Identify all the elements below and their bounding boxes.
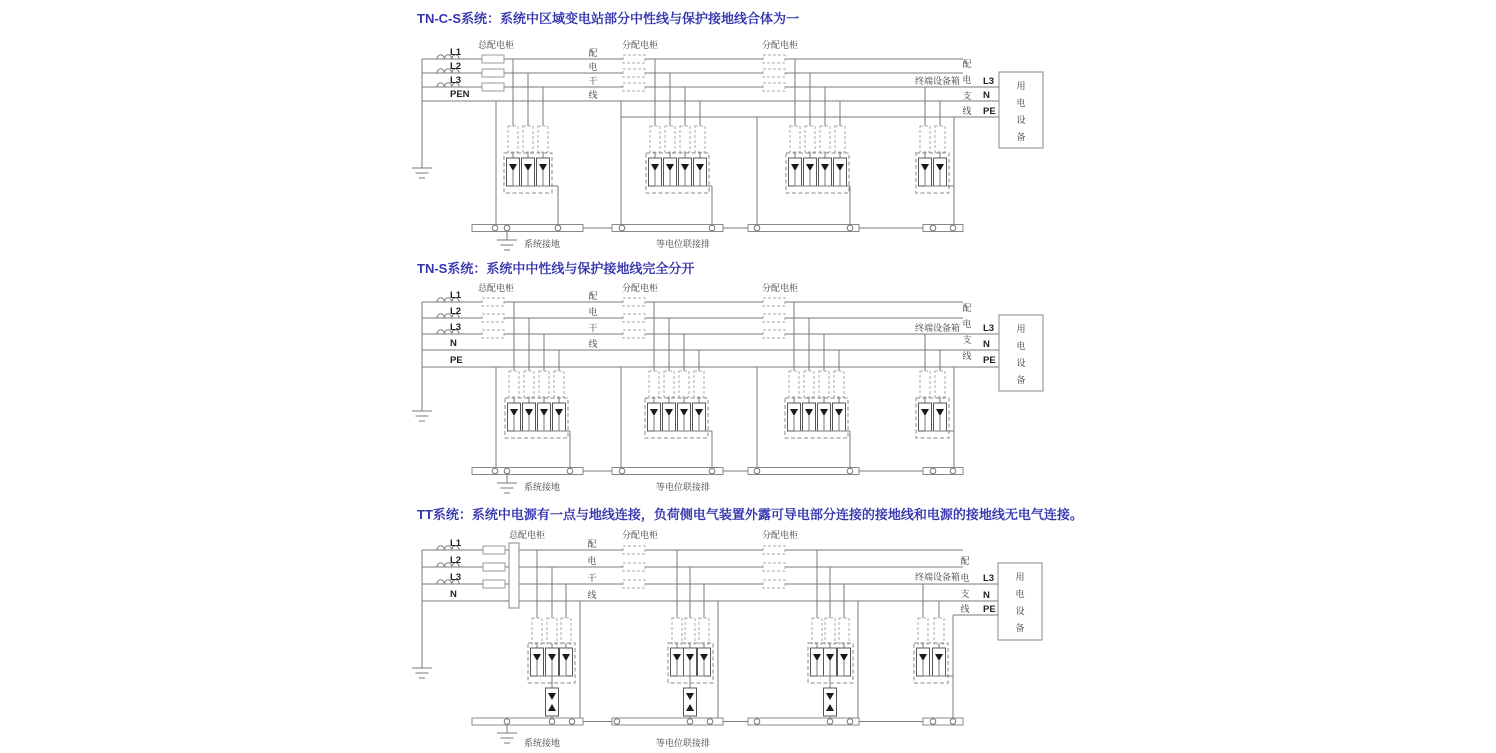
sub-cabinet-2 [762, 282, 798, 338]
branch-line-label [962, 303, 971, 361]
svg-text:干: 干 [588, 76, 598, 86]
svg-text:N: N [983, 590, 990, 601]
line-label: PE [450, 355, 463, 366]
svg-text:设: 设 [1015, 606, 1025, 616]
diagram-title: TN-S系统：系统中中性线与保护接地线完全分开 [417, 261, 695, 276]
bonding-bars [472, 718, 963, 748]
svg-text:电: 电 [960, 573, 970, 583]
line-label: L2 [450, 61, 462, 72]
line-label: L1 [450, 290, 462, 301]
right-line-labels [983, 323, 996, 366]
svg-text:配: 配 [587, 539, 597, 549]
spark-gap-icon [824, 688, 837, 716]
spd-icon [538, 403, 551, 431]
terminal-box-label: 终端设备箱 [915, 572, 961, 582]
svg-text:配: 配 [588, 48, 598, 58]
right-line-labels [983, 573, 996, 615]
spd-icon [671, 648, 684, 676]
sub-cabinet-label: 分配电柜 [622, 283, 659, 293]
svg-text:备: 备 [1016, 375, 1026, 385]
svg-text:线: 线 [587, 590, 597, 600]
main-cabinet-label: 总配电柜 [509, 530, 546, 540]
branch-line-label [960, 556, 969, 614]
spd-icon [694, 158, 707, 186]
spd-icon [546, 648, 559, 676]
spd-icon [523, 403, 536, 431]
svg-text:电: 电 [588, 62, 598, 72]
svg-text:电: 电 [1015, 589, 1025, 599]
spd-group-1 [528, 550, 580, 718]
sub-cabinet-label: 分配电柜 [762, 40, 799, 50]
spd-icon [818, 403, 831, 431]
svg-text:电: 电 [587, 556, 597, 566]
svg-text:L3: L3 [983, 573, 995, 584]
sub-cabinet-label: 分配电柜 [622, 40, 659, 50]
svg-text:设: 设 [1016, 115, 1026, 125]
spd-icon [934, 403, 947, 431]
spd-icon [679, 158, 692, 186]
svg-text:干: 干 [587, 573, 597, 583]
line-label: L3 [450, 572, 462, 583]
spd-icon [811, 648, 824, 676]
spd-icon [507, 158, 520, 186]
trunk-line-label [588, 291, 597, 349]
line-label: L2 [450, 306, 462, 317]
line-label: L3 [450, 75, 462, 86]
system-ground-icon [497, 483, 517, 493]
source-ground-icon [412, 168, 432, 178]
line-label: L2 [450, 555, 462, 566]
right-line-labels [983, 76, 996, 117]
spd-icon [803, 403, 816, 431]
svg-text:线: 线 [588, 339, 598, 349]
svg-text:备: 备 [1016, 132, 1026, 142]
svg-text:支: 支 [962, 335, 972, 345]
svg-text:PE: PE [983, 106, 996, 117]
diagram-title: TN-C-S系统：系统中区域变电站部分中性线与保护接地线合体为一 [417, 11, 800, 26]
source-ground-icon [412, 411, 432, 421]
spd-icon [833, 403, 846, 431]
spd-icon [664, 158, 677, 186]
sub-cabinet-1 [622, 282, 658, 338]
main-cabinet [478, 39, 514, 91]
line-label: N [450, 338, 457, 349]
terminal-box-label: 终端设备箱 [915, 76, 961, 86]
svg-text:线: 线 [962, 106, 972, 116]
svg-text:支: 支 [960, 589, 970, 599]
sub-cabinet-1 [622, 39, 658, 91]
spd-icon [693, 403, 706, 431]
spd-icon [648, 403, 661, 431]
main-cabinet-label: 总配电柜 [478, 283, 515, 293]
spd-group-3 [785, 302, 850, 468]
svg-text:N: N [983, 339, 990, 350]
svg-text:配: 配 [588, 291, 598, 301]
spd-icon [838, 648, 851, 676]
trunk-line-label [588, 48, 597, 100]
svg-text:用: 用 [1015, 572, 1025, 582]
svg-text:线: 线 [960, 604, 970, 614]
spd-icon [678, 403, 691, 431]
spd-group-3 [786, 59, 850, 225]
line-label: PEN [450, 89, 470, 100]
spd-icon [553, 403, 566, 431]
terminal-spd-group [915, 322, 960, 468]
spark-gap-icon [684, 688, 697, 716]
spd-group-3 [808, 550, 858, 718]
main-cabinet-label: 总配电柜 [478, 40, 515, 50]
diagram-title: TT系统：系统中电源有一点与地线连接，负荷侧电气装置外露可导电部分连接的接地线和电源的接地线无电气连接。 [417, 507, 1083, 522]
spd-icon [819, 158, 832, 186]
svg-text:电: 电 [1016, 98, 1026, 108]
svg-text:电: 电 [1016, 341, 1026, 351]
svg-text:PE: PE [983, 355, 996, 366]
main-cabinet [483, 529, 545, 608]
system-ground-label: 系统接地 [524, 738, 561, 748]
device-box [999, 72, 1043, 148]
sub-cabinet-label: 分配电柜 [762, 530, 799, 540]
diagram-tt [412, 507, 1083, 748]
terminal-spd-group [915, 75, 960, 225]
spd-icon [684, 648, 697, 676]
spd-group-1 [504, 59, 558, 225]
spd-group-1 [505, 302, 570, 468]
spd-icon [824, 648, 837, 676]
spd-icon [649, 158, 662, 186]
svg-text:N: N [983, 90, 990, 101]
spd-icon [522, 158, 535, 186]
line-label: L1 [450, 47, 462, 58]
spd-icon [919, 158, 932, 186]
sub-cabinet-1 [622, 529, 658, 588]
spd-icon [508, 403, 521, 431]
spd-icon [531, 648, 544, 676]
system-ground-icon [497, 240, 517, 250]
svg-text:配: 配 [960, 556, 970, 566]
terminal-spd-group [914, 571, 960, 718]
spd-icon [663, 403, 676, 431]
svg-text:用: 用 [1016, 81, 1026, 91]
spark-gap-icon [546, 688, 559, 716]
spd-icon [537, 158, 550, 186]
spd-group-2 [668, 550, 718, 718]
svg-text:L3: L3 [983, 323, 995, 334]
device-box [999, 315, 1043, 391]
svg-text:备: 备 [1015, 623, 1025, 633]
svg-text:电: 电 [962, 319, 972, 329]
line-label: N [450, 589, 457, 600]
svg-text:用: 用 [1016, 324, 1026, 334]
svg-text:电: 电 [588, 307, 598, 317]
sub-cabinet-2 [762, 39, 798, 91]
sub-cabinet-2 [762, 529, 798, 588]
system-ground-icon [497, 733, 517, 743]
spd-icon [917, 648, 930, 676]
trunk-line-label [587, 539, 596, 600]
svg-text:线: 线 [962, 351, 972, 361]
svg-text:干: 干 [588, 323, 598, 333]
source-ground-icon [412, 668, 432, 678]
bonding-bar-label: 等电位联接排 [656, 482, 711, 492]
spd-icon [834, 158, 847, 186]
system-ground-label: 系统接地 [524, 482, 561, 492]
spd-icon [698, 648, 711, 676]
source-and-bus-lines [412, 290, 999, 421]
spd-icon [934, 158, 947, 186]
svg-text:电: 电 [962, 75, 972, 85]
spd-icon [788, 403, 801, 431]
line-label: L1 [450, 538, 462, 549]
system-ground-label: 系统接地 [524, 239, 561, 249]
bonding-bar-label: 等电位联接排 [656, 738, 711, 748]
spd-icon [560, 648, 573, 676]
spd-group-2 [645, 302, 712, 468]
bonding-bars [472, 468, 963, 494]
bonding-bar-label: 等电位联接排 [656, 239, 711, 249]
svg-text:线: 线 [588, 90, 598, 100]
diagram-tn-s [412, 261, 1043, 493]
svg-text:配: 配 [962, 303, 972, 313]
line-label: L3 [450, 322, 462, 333]
spd-icon [919, 403, 932, 431]
svg-text:PE: PE [983, 604, 996, 615]
main-busbar [509, 543, 519, 608]
device-box [998, 563, 1042, 640]
spd-icon [933, 648, 946, 676]
diagram-tn-c-s [412, 11, 1043, 250]
terminal-box-label: 终端设备箱 [915, 323, 961, 333]
svg-text:配: 配 [962, 59, 972, 69]
sub-cabinet-label: 分配电柜 [622, 530, 659, 540]
spd-icon [804, 158, 817, 186]
spd-icon [789, 158, 802, 186]
sub-cabinet-label: 分配电柜 [762, 283, 799, 293]
svg-text:支: 支 [962, 91, 972, 101]
svg-text:设: 设 [1016, 358, 1026, 368]
svg-text:L3: L3 [983, 76, 995, 87]
bonding-bars [472, 225, 963, 251]
spd-group-2 [646, 59, 712, 225]
main-cabinet [478, 282, 514, 338]
